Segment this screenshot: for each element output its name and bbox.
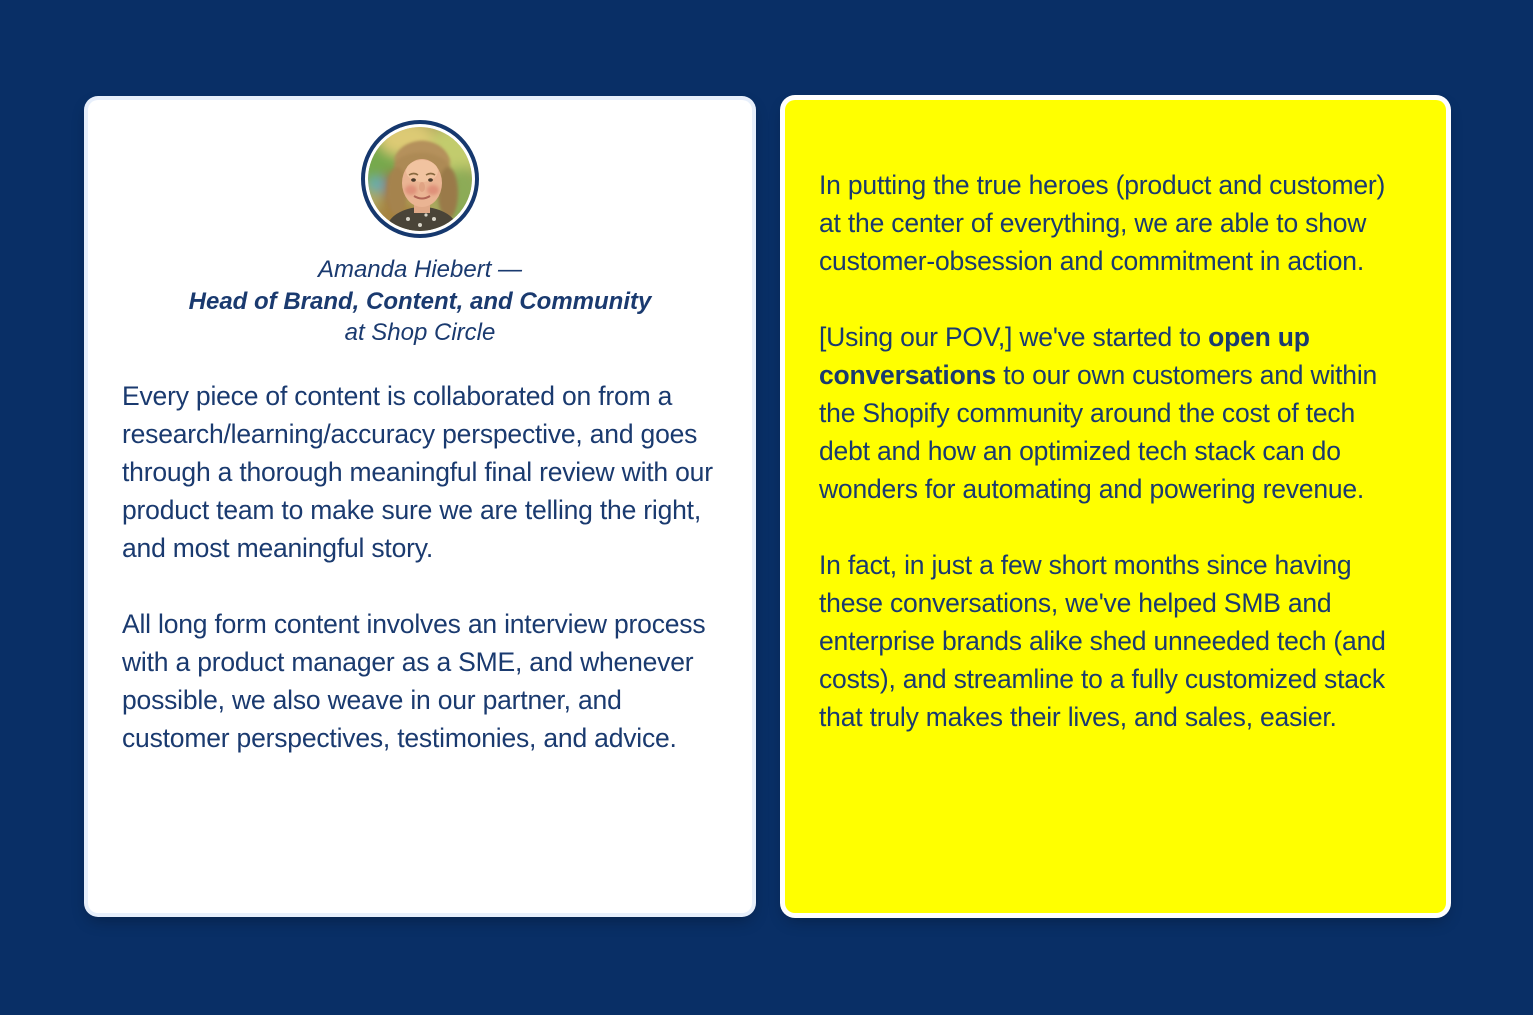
person-info [189,254,652,349]
testimonial-card [88,100,752,913]
avatar [361,120,479,238]
bold-phrase: open up conversations [819,322,1310,390]
highlight-paragraph-1: In putting the true heroes (product and customer) at the center of everything, we are able to show customer-obsession and commitment in action. [819,170,1386,276]
testimonial-text [122,377,718,795]
person-name: Amanda Hiebert — [317,256,523,283]
highlight-card [785,100,1446,913]
person-company: at Shop Circle [344,319,496,346]
highlight-paragraph-2-pre: [Using our POV,] we've started to [819,322,1209,352]
highlight-paragraph-2 [819,318,1412,508]
highlight-paragraph-2-post: to our own customers and within the Shopify community around the cost of tech debt and how an optimized tech stack can do wonders for automating and powering revenue. [819,360,1378,504]
testimonial-paragraph-2: All long form content involves an interview process with a product manager as a SME, and whenever possible, we also weave in our partner, and customer perspectives, testimonies, and advice. [122,608,706,753]
testimonial-paragraph-1: Every piece of content is collaborated on from a research/learning/accuracy perspective, and goes through a thorough meaningful final review with our product team to make sure we are telling the right, and most meaningful story. [122,380,713,563]
avatar-photo [368,127,472,231]
person-title: Head of Brand, Content, and Community [188,287,652,315]
highlight-paragraph-3: In fact, in just a few short months since having these conversations, we've helped SMB and enterprise brands alike shed unneeded tech (and costs), and streamline to a fully customized stack that truly makes their lives, and sales, easier. [819,550,1386,732]
